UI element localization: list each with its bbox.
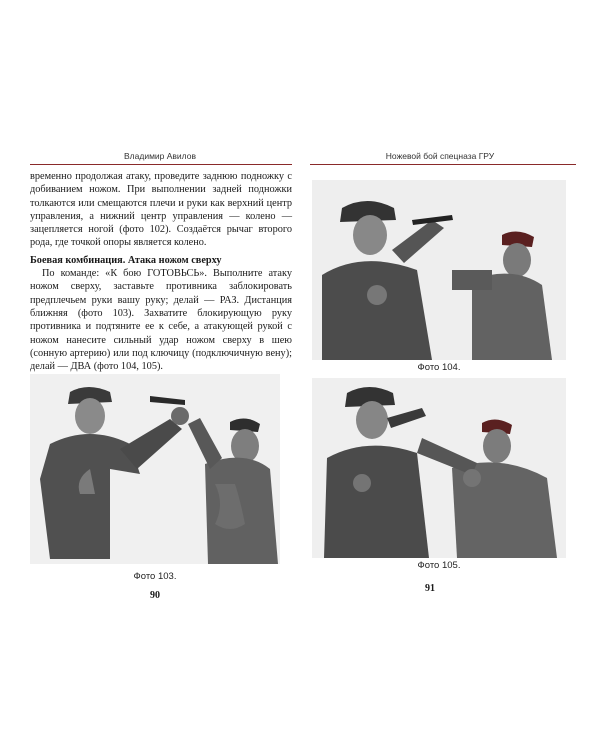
photo-103 xyxy=(30,374,280,564)
page-number: 91 xyxy=(425,583,435,594)
right-page xyxy=(300,0,600,750)
photo-caption: Фото 105. xyxy=(417,560,461,571)
photo-104-image xyxy=(312,180,566,360)
header-rule-right xyxy=(310,164,576,165)
photo-caption: Фото 104. xyxy=(417,362,461,373)
body-text xyxy=(30,170,292,373)
running-head-right: Ножевой бой спецназа ГРУ xyxy=(385,151,495,161)
running-head-left: Владимир Авилов xyxy=(124,151,196,161)
photo-103-image xyxy=(30,374,280,564)
page-number: 90 xyxy=(150,590,160,601)
photo-105 xyxy=(312,378,566,558)
header-rule-left xyxy=(30,164,292,165)
paragraph: временно продолжая атаку, проведите заднюю подножку с добиванием ножом. При выполнении задней подножки толкаются или смещаются плечи и руки как верхний центр управления, а нижний центр управления — колено — зацепляется ногой (фото 102). Создаётся рычаг второго рода, где точкой опоры является колено. xyxy=(30,171,292,249)
photo-104 xyxy=(312,180,566,360)
photo-caption: Фото 103. xyxy=(133,571,177,582)
section-heading: Боевая комбинация. Атака ножом сверху xyxy=(30,254,222,266)
paragraph: По команде: «К бою ГОТОВЬСЬ». Выполните атаку ножом сверху, заставьте противника заблокировать предплечьем руки вашу руку; делай — РАЗ. Дистанция ближняя (фото 103). Захватите блокирующую руку противника и подтяните ее к себе, а атакующей рукой с ножом нанесите сильный удар ножом сверху в шею (сонную артерию) или под ключицу (подключичную вену); делай — ДВА (фото 104, 105). xyxy=(30,268,292,373)
photo-105-image xyxy=(312,378,566,558)
